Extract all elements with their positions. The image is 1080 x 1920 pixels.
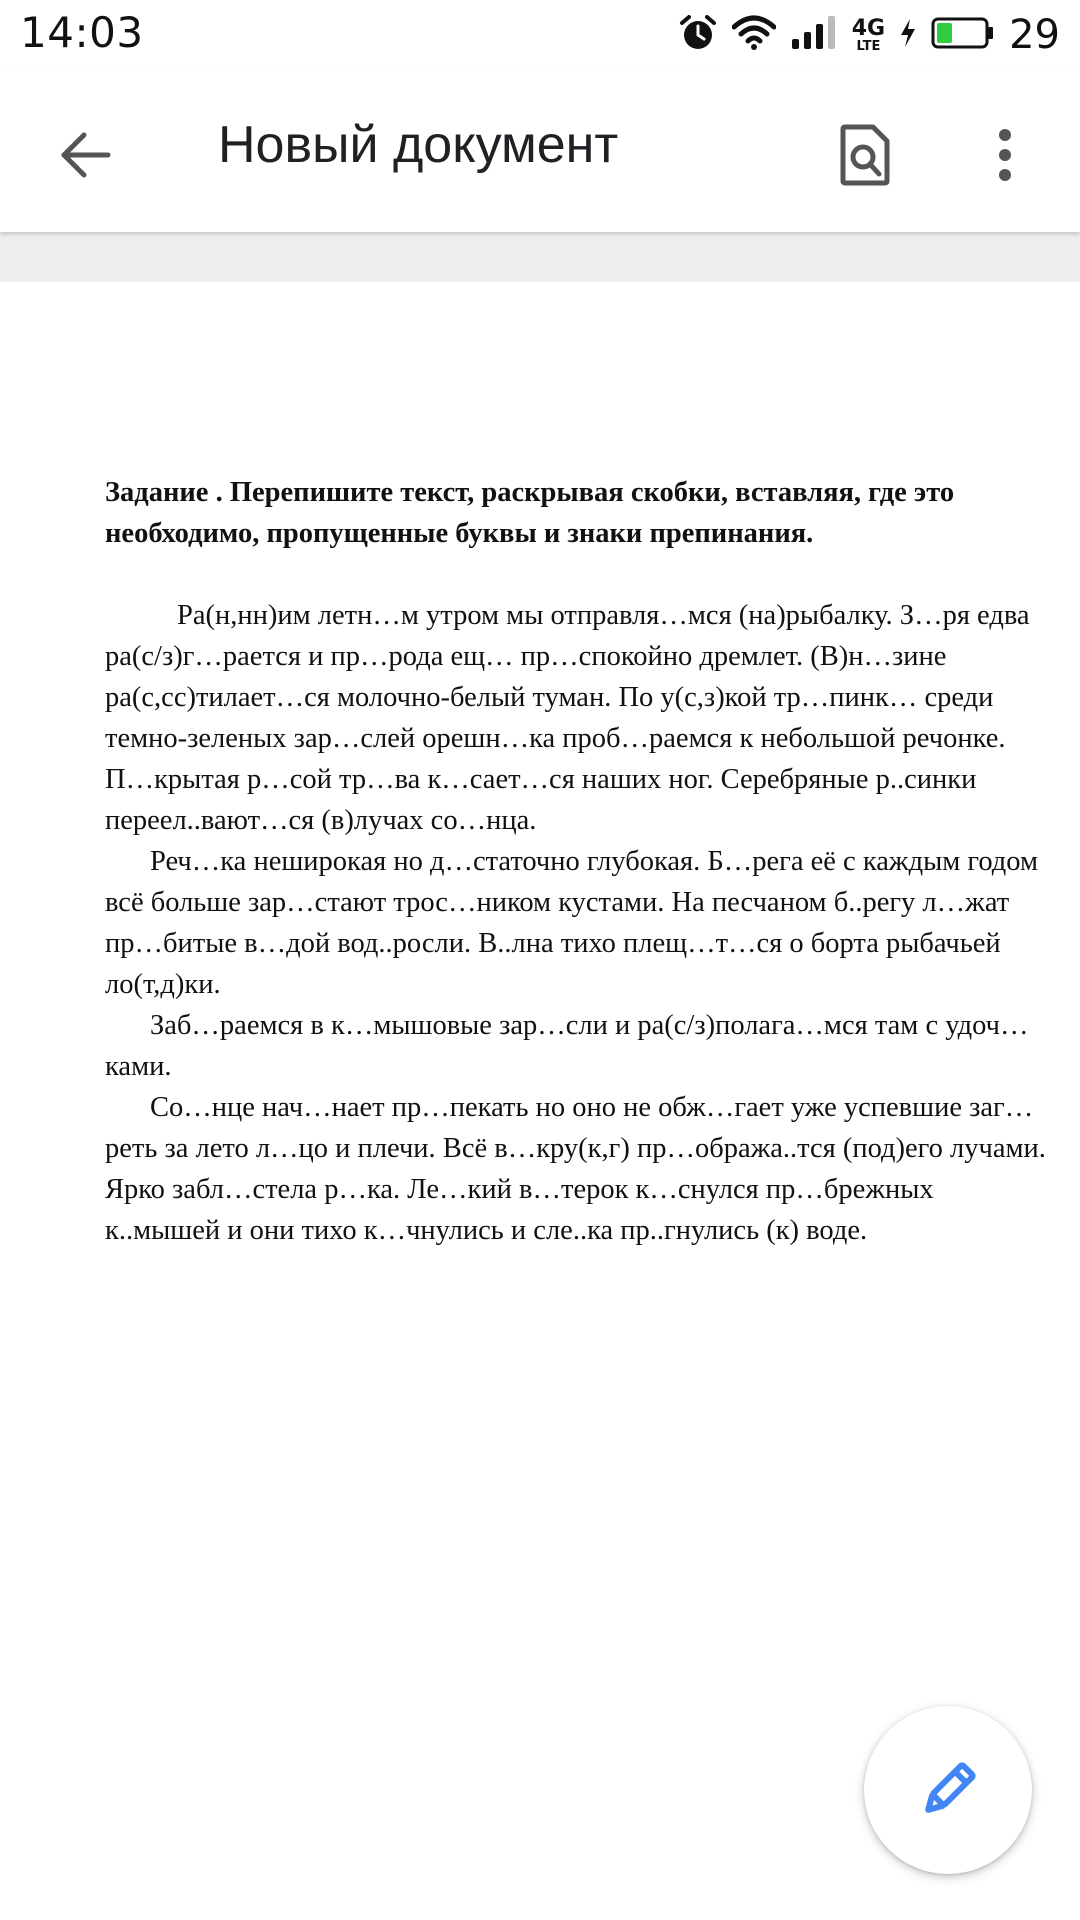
status-icons xyxy=(664,10,1060,60)
network-sub-label: LTE xyxy=(856,38,881,54)
more-options-button[interactable] xyxy=(975,115,1035,195)
find-in-page-icon xyxy=(839,123,891,187)
back-button[interactable] xyxy=(50,120,120,190)
signal-icon xyxy=(790,15,838,55)
network-type xyxy=(851,15,886,54)
paragraph: Заб…раемся в к…мышовые зар…сли и ра(с/з)полага…мся там с удоч…ками. xyxy=(105,1010,1029,1082)
alarm-icon xyxy=(678,13,718,57)
battery-percent: 29 xyxy=(1009,12,1060,58)
status-bar xyxy=(0,0,1080,70)
task-heading: Задание . Перепишите текст, раскрывая скобки, вставляя, где это необходимо, пропущенные буквы и знаки препинания. xyxy=(105,477,955,549)
wifi-icon xyxy=(732,15,776,55)
more-vert-icon xyxy=(997,128,1013,182)
page-separator xyxy=(0,232,1080,282)
arrow-back-icon xyxy=(58,128,112,182)
network-label: 4G xyxy=(851,15,886,41)
charging-icon xyxy=(899,18,917,52)
status-time: 14:03 xyxy=(20,8,144,57)
edit-button[interactable] xyxy=(864,1706,1032,1874)
document-page xyxy=(0,282,1080,1920)
paragraph: Ра(н,нн)им летн…м утром мы отправля…мся (на)рыбалку. З…ря едва ра(с/з)г…рается и пр…рода ещ… пр…спокойно дремлет. (В)н…зине ра(с,сс)тилает…ся молочно-белый туман. По у(с,з)кой тр…пинк… среди темно-зеленых зар…слей орешн…ка проб…раемся к небольшой речонке. П…крытая р…сой тр…ва к…сает…ся наших ног. Серебряные р..синки переел..вают…ся (в)лучах со…нца. xyxy=(105,600,1030,836)
document-title: Новый документ xyxy=(218,116,619,174)
paragraph: Реч…ка неширокая но д…статочно глубокая. Б…рега её с каждым годом всё больше зар…стают трос…ником кустами. На песчаном б..регу л…жат пр…битые в…дой вод..росли. В..лна тихо плещ…т…ся о борта рыбачьей ло(т,д)ки. xyxy=(105,846,1039,1000)
app-bar xyxy=(0,70,1080,232)
paragraph: Со…нце нач…нает пр…пекать но оно не обж…гает уже успевшие заг…реть за лето л…цо и плечи. Всё в…кру(к,г) пр…ображa..тся (под)его лучами. Ярко забл…стела р…ка. Ле…кий в…терок к…снулся пр…брежных к..мышей и они тихо к…чнулись и сле..ка пр..гнулись (к) воде. xyxy=(105,1092,1046,1246)
edit-pencil-icon xyxy=(916,1758,980,1822)
battery-icon xyxy=(931,17,995,53)
find-in-page-button[interactable] xyxy=(830,115,900,195)
document-body xyxy=(105,472,1055,1251)
